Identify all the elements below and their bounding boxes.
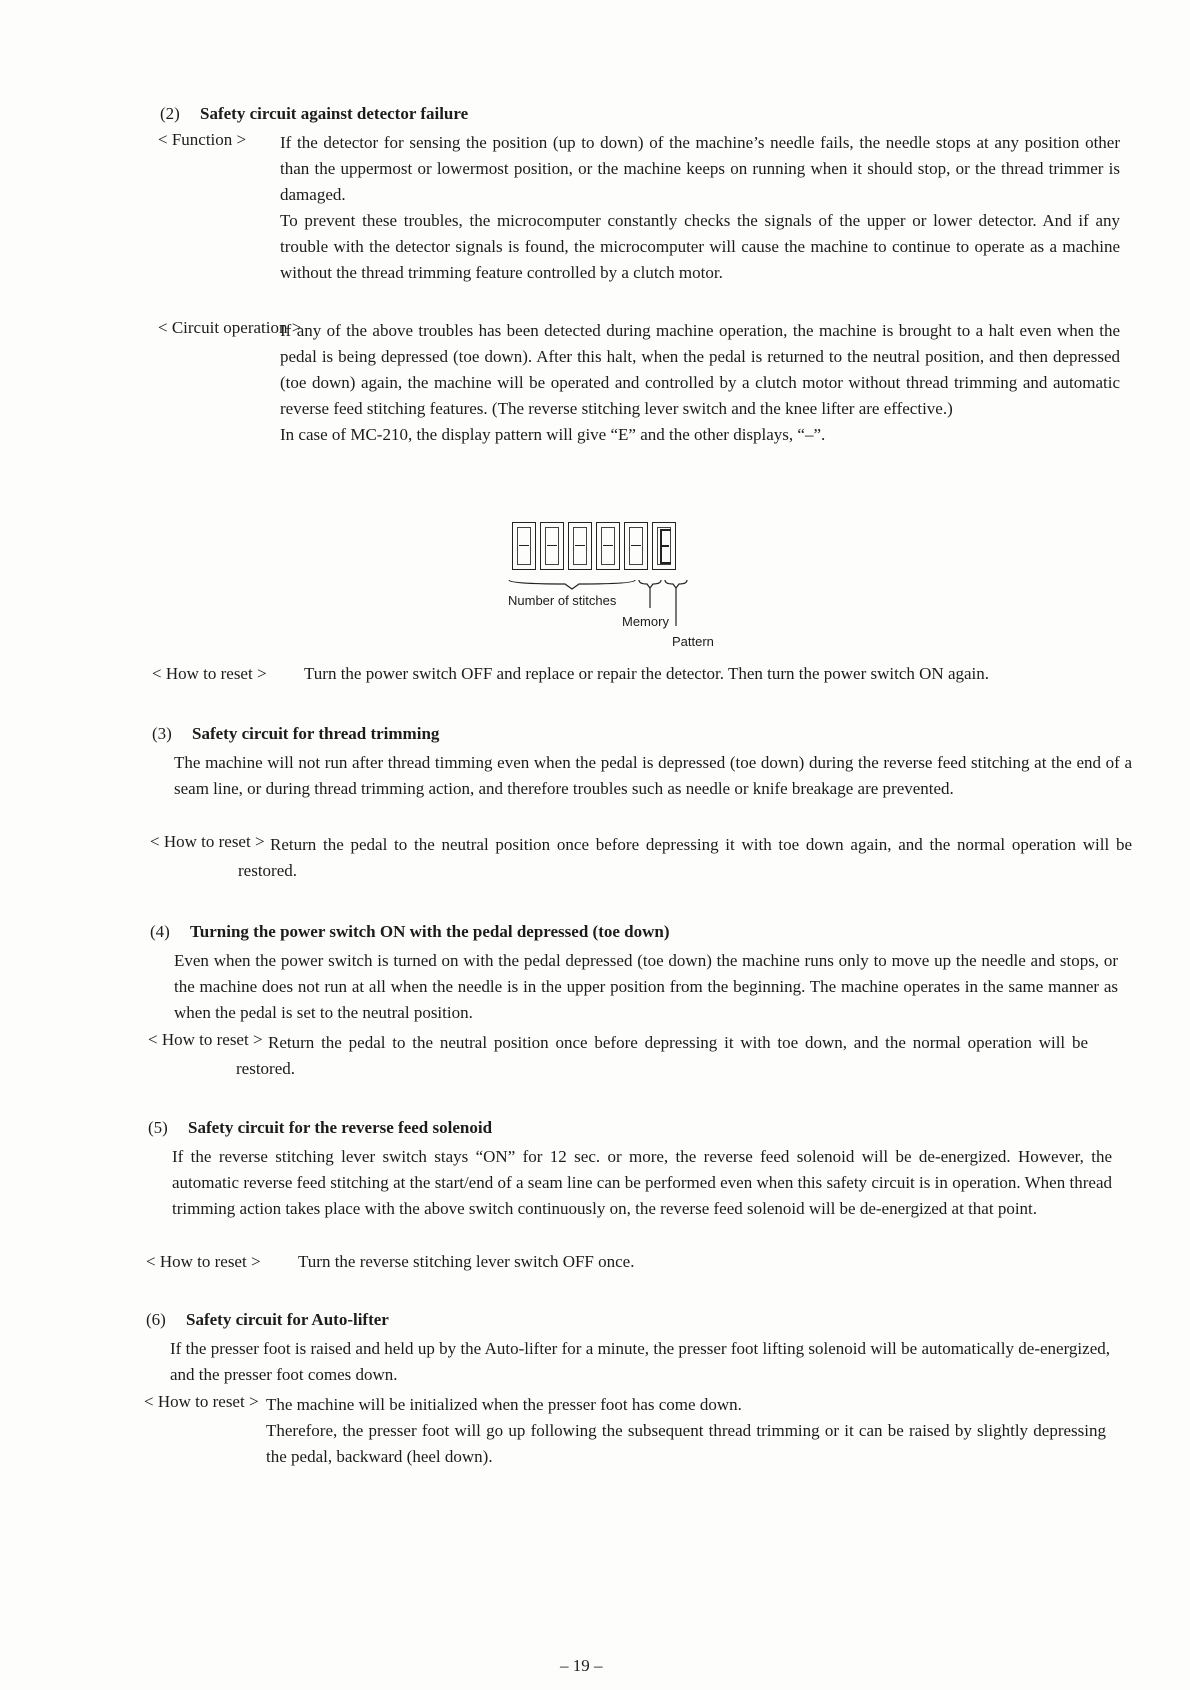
display-digit-6-e [652,522,676,570]
circuit-operation-text: If any of the above troubles has been detected during machine operation, the machine is brought to a halt even when the pedal is being depressed (toe down). After this halt, when the pedal is returned to the neutral position, and then depressed (toe down) again, the machine will be operated and controlled by a clutch motor without thread trimming and automatic reverse feed stitching features. (The reverse stitching lever switch and the knee lifter are effective.) In case of MC-210, the display pattern will give “E” and the other displays, “–”. [280,321,1120,444]
section-title: Safety circuit for Auto-lifter [186,1310,389,1329]
section-number: (5) [148,1118,168,1137]
reset-label: < How to reset > [144,1392,259,1411]
label-memory: Memory [622,614,669,629]
section-4-text: Even when the power switch is turned on with the pedal depressed (toe down) the machine runs only to move up the needle and stops, or the machine does not run at all when the needle is in the upper position from the beginning. The machine operates in the same manner as when the pedal is set to the neutral position. [174,951,1118,1022]
section-number: (2) [160,104,180,123]
display-digit-4 [596,522,620,570]
section-2-heading [160,104,468,124]
section-4-heading [150,922,670,942]
function-label: < Function > [158,130,247,149]
label-pattern: Pattern [672,634,714,649]
page-number: – 19 – [560,1656,603,1675]
display-digit-1 [512,522,536,570]
section-6-heading [146,1310,389,1330]
display-digit-2 [540,522,564,570]
display-digit-3 [568,522,592,570]
label-number-of-stitches: Number of stitches [508,593,617,608]
reset-label: < How to reset > [150,832,265,851]
section-title: Safety circuit for the reverse feed solenoid [188,1118,493,1137]
reset-text: Turn the reverse stitching lever switch OFF once. [298,1252,635,1271]
section-6-text: If the presser foot is raised and held up by the Auto-lifter for a minute, the presser foot lifting solenoid will be automatically de-energized, and the presser foot comes down. [170,1339,1110,1384]
section-number: (6) [146,1310,166,1329]
section-5-heading [148,1118,492,1138]
function-text: If the detector for sensing the position (up to down) of the machine’s needle fails, the needle stops at any position other than the uppermost or lowermost position, or the machine keeps on running when it should stop, or the thread trimmer is damaged. To prevent these troubles, the microcomputer constantly checks the signals of the upper or lower detector. And if any trouble with the detector signals is found, the microcomputer will cause the machine to continue to operate as a machine without the thread trimming feature controlled by a clutch motor. [280,133,1120,282]
section-3-heading [152,724,439,744]
section-number: (3) [152,724,172,743]
display-digit-5 [624,522,648,570]
reset-label: < How to reset > [152,664,267,683]
reset-label: < How to reset > [146,1252,261,1271]
section-title: Safety circuit for thread trimming [192,724,440,743]
section-title: Turning the power switch ON with the pedal depressed (toe down) [190,922,670,941]
section-5-text: If the reverse stitching lever switch stays “ON” for 12 sec. or more, the reverse feed solenoid will be de-energized. However, the automatic reverse feed stitching at the start/end of a seam line can be performed even when this safety circuit is in operation. When thread trimming action takes place with the above switch continuously on, the reverse feed solenoid will be de-energized at that point. [172,1147,1112,1218]
section-number: (4) [150,922,170,941]
segment-display [512,522,676,570]
section-3-text: The machine will not run after thread timming even when the pedal is depressed (toe down) during the reverse feed stitching at the end of a seam line, or during thread trimming action, and therefore troubles such as needle or knife breakage are prevented. [174,753,1132,798]
section-title: Safety circuit against detector failure [200,104,469,123]
reset-text: Return the pedal to the neutral position once before depressing it with toe down again, and the normal operation will be restored. [238,835,1132,880]
reset-label: < How to reset > [148,1030,263,1049]
reset-text: The machine will be initialized when the presser foot has come down. Therefore, the presser foot will go up following the subsequent thread trimming or it can be raised by slightly depressing the pedal, backward (heel down). [266,1395,1106,1466]
reset-text: Turn the power switch OFF and replace or repair the detector. Then turn the power switch ON again. [304,664,990,683]
reset-text: Return the pedal to the neutral position once before depressing it with toe down, and the normal operation will be restored. [236,1033,1088,1078]
circuit-operation-label: < Circuit operation > [158,318,302,337]
